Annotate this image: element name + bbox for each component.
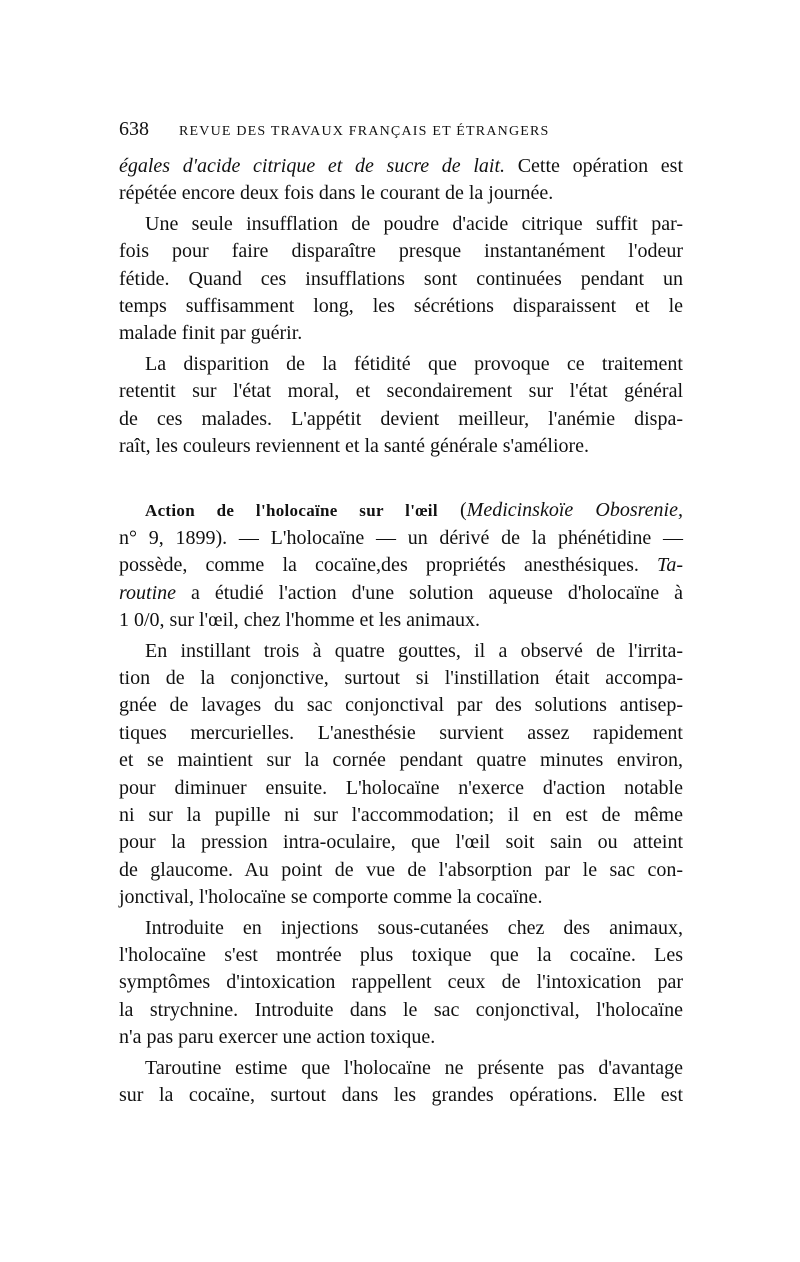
text-line [119, 552, 683, 579]
paragraph-7 [119, 1055, 683, 1110]
running-title: REVUE DES TRAVAUX FRANÇAIS ET ÉTRANGERS [179, 124, 550, 139]
italic-text: Ta- [657, 554, 683, 577]
text-line: ni sur la pupille ni sur l'accommodation; il en est de même [119, 803, 683, 826]
text-line: La disparition de la fétidité que provoque ce traitement [145, 352, 683, 375]
paragraph-3 [119, 351, 683, 461]
text-line: Une seule insufflation de poudre d'acide citrique suffit par- [145, 212, 683, 235]
paragraph-2 [119, 211, 683, 348]
article-heading: Action de l'holocaïne sur l'œil [145, 501, 438, 521]
text-line [119, 153, 683, 180]
text-line: 1 0/0, sur l'œil, chez l'homme et les animaux. [119, 609, 481, 632]
text-line: n° 9, 1899). — L'holocaïne — un dérivé de la phénétidine — [119, 526, 683, 549]
text-line: fois pour faire disparaître presque instantanément l'odeur [119, 240, 683, 263]
text-line: temps suffisamment long, les sécrétions disparaissent et le [119, 295, 683, 318]
text-line: sur la cocaïne, surtout dans les grandes opérations. Elle est [119, 1084, 683, 1106]
text-line: de ces malades. L'appétit devient meilleur, l'anémie dispa- [119, 407, 683, 430]
text-run: ( [437, 499, 467, 522]
text-line: malade finit par guérir. [119, 322, 303, 345]
paragraph-4-article-heading [119, 497, 683, 634]
text-line: tion de la conjonctive, surtout si l'instillation était accompa- [119, 666, 683, 689]
paragraph-1 [119, 153, 683, 208]
paragraph-6 [119, 915, 683, 1052]
text-line: En instillant trois à quatre gouttes, il a observé de l'irrita- [145, 639, 683, 662]
text-line: de glaucome. Au point de vue de l'absorption par le sac con- [119, 858, 683, 881]
text-line: fétide. Quand ces insufflations sont continuées pendant un [119, 267, 683, 290]
text-line: Introduite en injections sous-cutanées chez des animaux, [145, 916, 683, 939]
running-head [119, 118, 683, 141]
body-text [119, 153, 683, 1112]
text-line [119, 580, 683, 607]
paragraph-5 [119, 638, 683, 912]
text-line [119, 497, 683, 524]
text-line: tiques mercurielles. L'anesthésie survient assez rapidement [119, 721, 683, 744]
text-line: la strychnine. Introduite dans le sac conjonctival, l'holocaïne [119, 998, 683, 1021]
text-run: possède, comme la cocaïne,des propriétés anesthésiques. [119, 554, 639, 577]
page-number: 638 [119, 118, 149, 140]
italic-text: égales d'acide citrique et de sucre de lait. [119, 155, 506, 177]
italic-text: routine [119, 581, 177, 604]
text-line: retentit sur l'état moral, et secondairement sur l'état général [119, 380, 683, 403]
section-spacer [119, 463, 683, 497]
text-line: pour diminuer ensuite. L'holocaïne n'exerce d'action notable [119, 776, 683, 799]
text-line: et se maintient sur la cornée pendant quatre minutes environ, [119, 749, 683, 772]
text-line: symptômes d'intoxication rappellent ceux de l'intoxication par [119, 971, 683, 994]
text-line: raît, les couleurs reviennent et la santé générale s'améliore. [119, 435, 590, 458]
text-run: a étudié l'action d'une solution aqueuse d'holocaïne à [176, 581, 683, 604]
citation-title: Medicinskoïe Obosrenie, [466, 499, 683, 522]
text-line: pour la pression intra-oculaire, que l'œil soit sain ou atteint [119, 831, 683, 854]
text-run: Cette opération est [505, 155, 683, 177]
text-line: gnée de lavages du sac conjonctival par des solutions antisep- [119, 694, 683, 717]
text-line: répétée encore deux fois dans le courant de la journée. [119, 182, 554, 205]
text-line: l'holocaïne s'est montrée plus toxique que la cocaïne. Les [119, 943, 683, 966]
text-line: n'a pas paru exercer une action toxique. [119, 1026, 436, 1049]
text-line: jonctival, l'holocaïne se comporte comme la cocaïne. [119, 886, 543, 909]
text-line: Taroutine estime que l'holocaïne ne présente pas d'avantage [145, 1056, 683, 1079]
